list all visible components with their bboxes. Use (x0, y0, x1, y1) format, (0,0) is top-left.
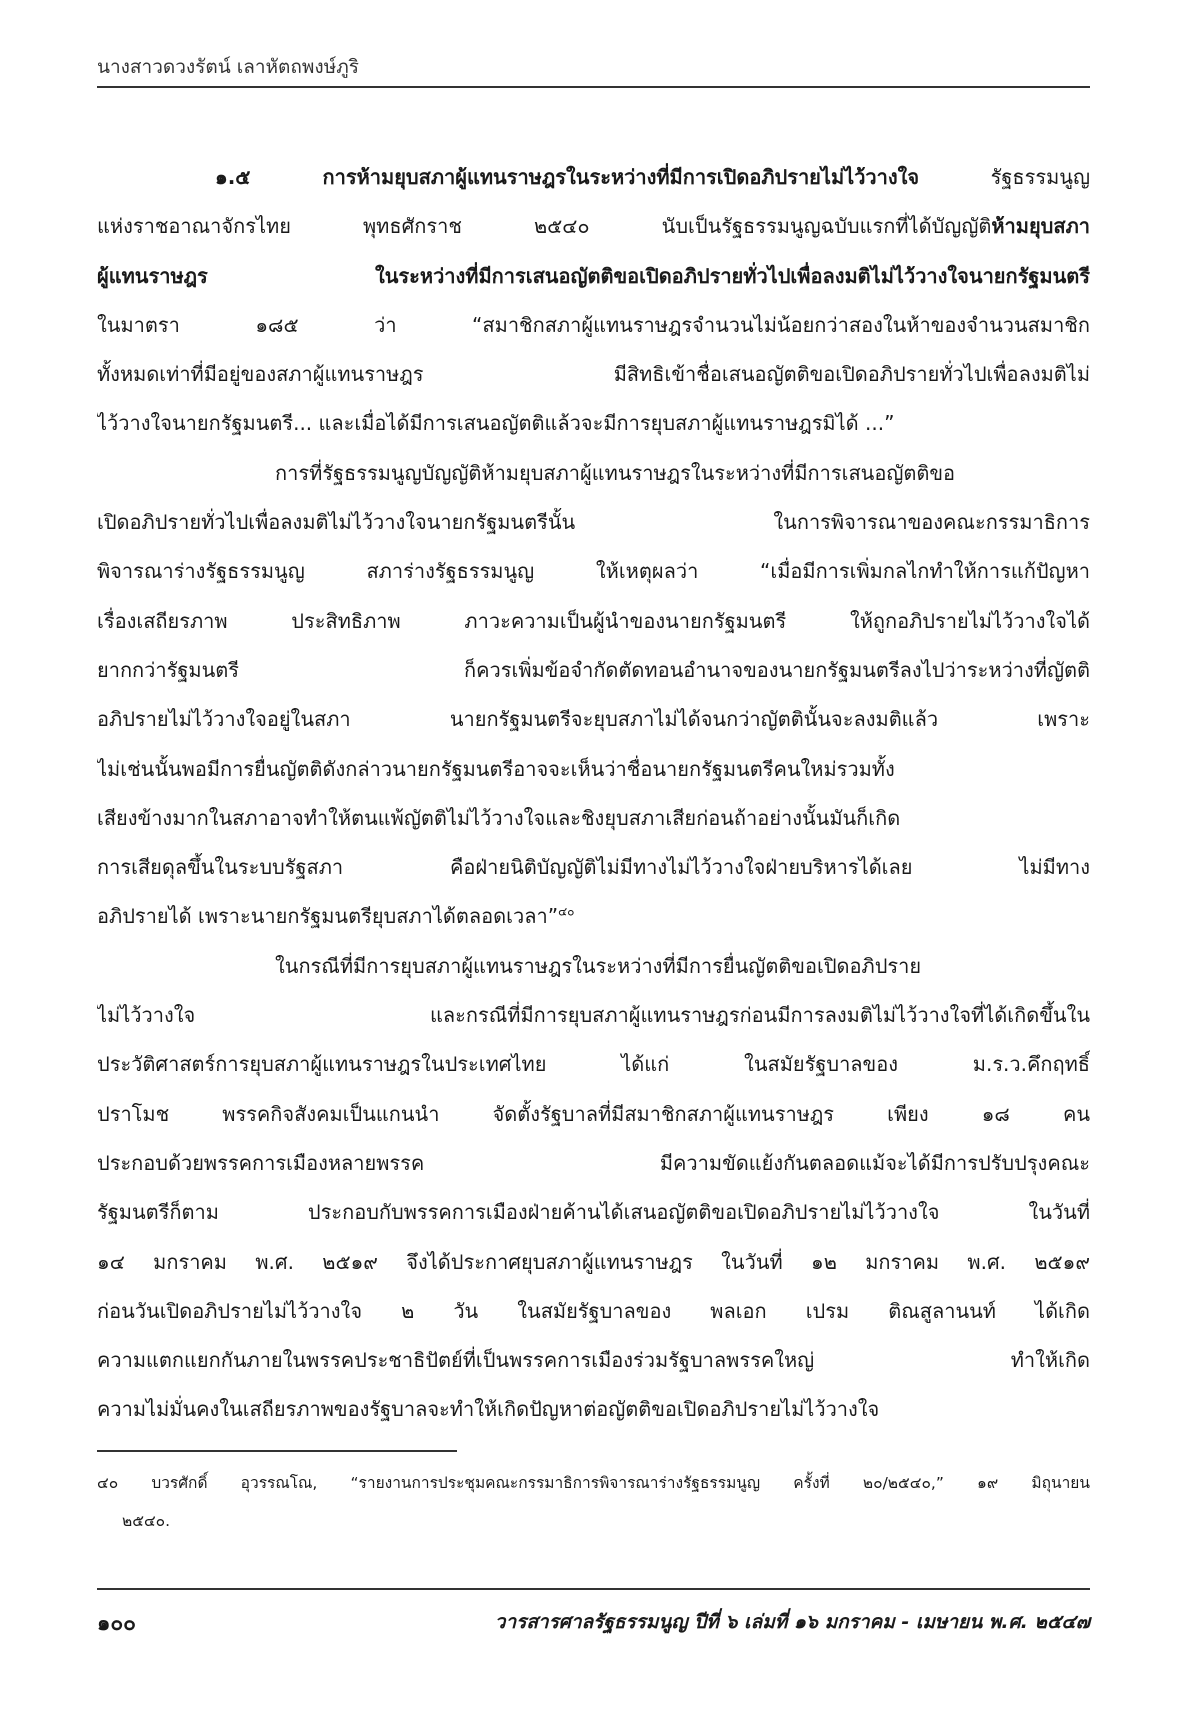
text-run: ปราโมช พรรคกิจสังคมเป็นแกนนำ จัดตั้งรัฐบาลที่มีสมาชิกสภาผู้แทนราษฎร เพียง ๑๘ คน (97, 1101, 1090, 1126)
text-run: ก่อนวันเปิดอภิปรายไม่ไว้วางใจ ๒ วัน ในสมัยรัฐบาลของ พลเอก เปรม ติณสูลานนท์ ได้เกิด (97, 1298, 1090, 1323)
text-line (97, 695, 1090, 744)
body-text (97, 153, 1090, 1435)
journal-title: วารสารศาลรัฐธรรมนูญ ปีที่ ๖ เล่มที่ ๑๖ มกราคม - เมษายน พ.ศ. ๒๕๔๗ (494, 1611, 1090, 1633)
text-run: เปิดอภิปรายทั่วไปเพื่อลงมติไม่ไว้วางใจนายกรัฐมนตรีนั้น ในการพิจารณาของคณะกรรมาธิการ (97, 510, 1090, 535)
running-head-author: นางสาวดวงรัตน์ เลาหัตถพงษ์ภูริ (97, 56, 359, 78)
text-run: อภิปรายได้ เพราะนายกรัฐมนตรียุบสภาได้ตลอดเวลา” (97, 904, 559, 929)
text-line (97, 794, 1090, 843)
text-run: แห่งราชอาณาจักรไทย พุทธศักราช ๒๕๔๐ นับเป็นรัฐธรรมนูญฉบับแรกที่ได้บัญญัติ (97, 214, 992, 239)
footnote-40-continued: ๒๕๔๐. (122, 1512, 171, 1530)
text-run: รัฐธรรมนูญ (919, 165, 1090, 189)
text-line (97, 498, 1090, 547)
text-run: ในมาตรา ๑๘๕ ว่า “สมาชิกสภาผู้แทนราษฎรจำนวนไม่น้อยกว่าสองในห้าของจำนวนสมาชิก (97, 312, 1090, 337)
text-line (97, 202, 1090, 251)
text-run: อภิปรายไม่ไว้วางใจอยู่ในสภา นายกรัฐมนตรีจะยุบสภาไม่ได้จนกว่าญัตตินั้นจะลงมติแล้ว เพราะ (97, 707, 1090, 732)
bold-text: ๑.๕ (215, 165, 323, 189)
text-run: เรื่องเสถียรภาพ ประสิทธิภาพ ภาวะความเป็นผู้นำของนายกรัฐมนตรี ให้ถูกอภิปรายไม่ไว้วางใจได้ (97, 608, 1090, 633)
text-run: รัฐมนตรีก็ตาม ประกอบกับพรรคการเมืองฝ่ายค้านได้เสนอญัตติขอเปิดอภิปรายไม่ไว้วางใจ ในวันที่ (97, 1200, 1090, 1225)
text-line (97, 745, 1090, 794)
text-run: ยากกว่ารัฐมนตรี ก็ควรเพิ่มข้อจำกัดตัดทอนอำนาจของนายกรัฐมนตรีลงไปว่าระหว่างที่ญัตติ (97, 657, 1090, 682)
text-line (97, 1238, 1090, 1287)
text-run: ๑๔ มกราคม พ.ศ. ๒๕๑๙ จึงได้ประกาศยุบสภาผู้แทนราษฎร ในวันที่ ๑๒ มกราคม พ.ศ. ๒๕๑๙ (97, 1249, 1090, 1274)
text-line (97, 301, 1090, 350)
text-line (97, 597, 1090, 646)
text-line (97, 1385, 1090, 1434)
text-run: ประกอบด้วยพรรคการเมืองหลายพรรค มีความขัดแย้งกันตลอดแม้จะได้มีการปรับปรุงคณะ (97, 1150, 1090, 1175)
text-line (97, 547, 1090, 596)
text-line (97, 942, 1090, 991)
text-line (97, 1188, 1090, 1237)
text-line (97, 449, 1090, 498)
text-run: ทั้งหมดเท่าที่มีอยู่ของสภาผู้แทนราษฎร มีสิทธิเข้าชื่อเสนอญัตติขอเปิดอภิปรายทั่วไปเพื่อลงมติไม่ (97, 362, 1090, 387)
text-run: ความแตกแยกกันภายในพรรคประชาธิปัตย์ที่เป็นพรรคการเมืองร่วมรัฐบาลพรรคใหญ่ ทำให้เกิด (97, 1348, 1090, 1373)
bold-text: การห้ามยุบสภาผู้แทนราษฎรในระหว่างที่มีการเปิดอภิปรายไม่ไว้วางใจ (322, 165, 920, 189)
text-line (97, 843, 1090, 892)
text-line (97, 350, 1090, 399)
text-line (97, 1139, 1090, 1188)
footer-rule (97, 1588, 1090, 1590)
text-line (97, 252, 1090, 301)
text-line (97, 991, 1090, 1040)
text-run: ไว้วางใจนายกรัฐมนตรี... และเมื่อได้มีการเสนอญัตติแล้วจะมีการยุบสภาผู้แทนราษฎรมิได้ ...” (97, 411, 895, 436)
footnote-40: ๔๐ บวรศักดิ์ อุวรรณโณ, “รายงานการประชุมคณะกรรมาธิการพิจารณาร่างรัฐธรรมนูญ ครั้งที่ ๒๐/๒๕๔๐,” ๑๙ มิถุนายน (97, 1474, 1090, 1492)
text-run: ประวัติศาสตร์การยุบสภาผู้แทนราษฎรในประเทศไทย ได้แก่ ในสมัยรัฐบาลของ ม.ร.ว.คึกฤทธิ์ (97, 1052, 1090, 1077)
bold-text: ห้ามยุบสภา (991, 214, 1090, 239)
text-line (97, 892, 1090, 941)
text-run: ในกรณีที่มีการยุบสภาผู้แทนราษฎรในระหว่างที่มีการยื่นญัตติขอเปิดอภิปราย (275, 953, 922, 978)
text-line (97, 1090, 1090, 1139)
footnote-separator (97, 1450, 457, 1452)
text-run: การเสียดุลขึ้นในระบบรัฐสภา คือฝ่ายนิติบัญญัติไม่มีทางไม่ไว้วางใจฝ่ายบริหารได้เลย ไม่มีทาง (97, 855, 1090, 880)
text-run: ไม่ไว้วางใจ และกรณีที่มีการยุบสภาผู้แทนราษฎรก่อนมีการลงมติไม่ไว้วางใจที่ได้เกิดขึ้นใน (97, 1003, 1090, 1028)
text-line (97, 1040, 1090, 1089)
text-run: การที่รัฐธรรมนูญบัญญัติห้ามยุบสภาผู้แทนราษฎรในระหว่างที่มีการเสนอญัตติขอ (275, 460, 956, 485)
text-line (97, 646, 1090, 695)
text-line (97, 1287, 1090, 1336)
bold-text: ผู้แทนราษฎร ในระหว่างที่มีการเสนอญัตติขอเปิดอภิปรายทั่วไปเพื่อลงมติไม่ไว้วางใจนายกรัฐมนตรี (97, 263, 1090, 288)
text-line (97, 399, 1090, 448)
page-number: ๑๐๐ (97, 1611, 136, 1635)
header-rule (97, 86, 1090, 88)
text-run: ความไม่มั่นคงในเสถียรภาพของรัฐบาลจะทำให้เกิดปัญหาต่อญัตติขอเปิดอภิปรายไม่ไว้วางใจ (97, 1397, 880, 1422)
footnote-ref: ๔๐ (558, 904, 575, 919)
text-line (97, 153, 1090, 202)
text-line (97, 1336, 1090, 1385)
text-run: ไม่เช่นนั้นพอมีการยื่นญัตติดังกล่าวนายกรัฐมนตรีอาจจะเห็นว่าชื่อนายกรัฐมนตรีคนใหม่รวมทั้ง (97, 756, 895, 781)
text-run: พิจารณาร่างรัฐธรรมนูญ สภาร่างรัฐธรรมนูญ ให้เหตุผลว่า “เมื่อมีการเพิ่มกลไกทำให้การแก้ปัญหา (97, 559, 1090, 584)
text-run: เสียงข้างมากในสภาอาจทำให้ตนแพ้ญัตติไม่ไว้วางใจและชิงยุบสภาเสียก่อนถ้าอย่างนั้นมันก็เกิด (97, 805, 901, 830)
